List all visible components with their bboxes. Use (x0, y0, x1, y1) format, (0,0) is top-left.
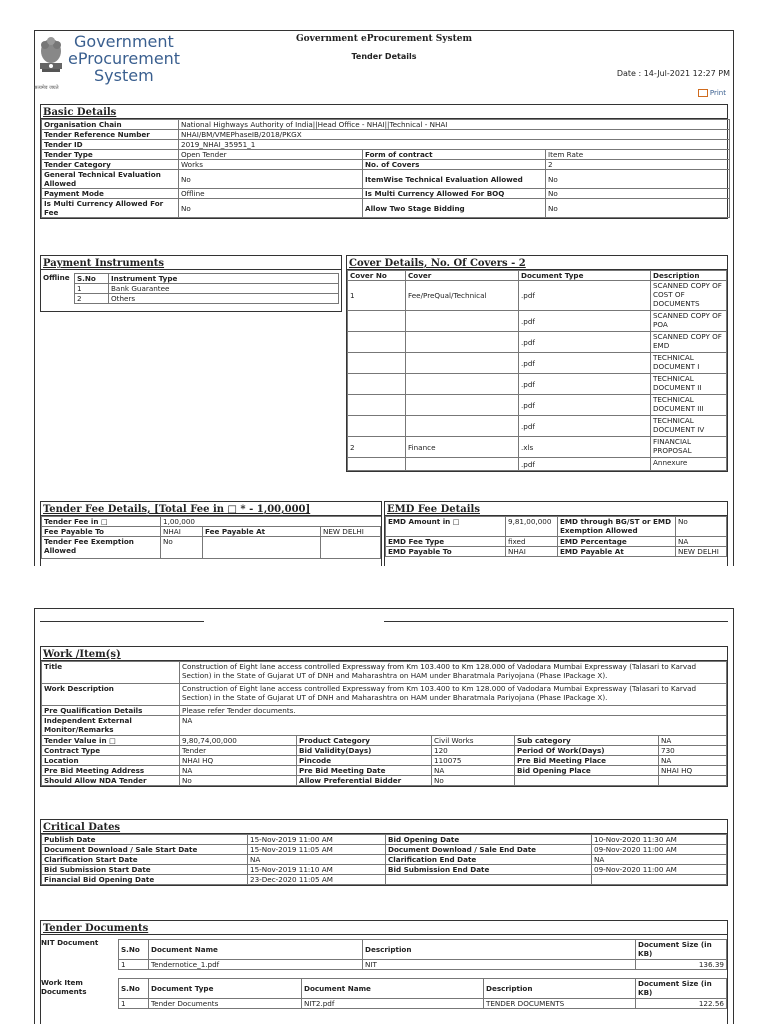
table-cell (406, 395, 519, 416)
table-header-row (75, 274, 339, 284)
section-title: Basic Details (41, 105, 727, 119)
field-label: Bid Submission End Date (386, 865, 592, 875)
section-title: Payment Instruments (41, 256, 341, 270)
table-cell: TECHNICAL DOCUMENT II (651, 374, 727, 395)
document-link[interactable]: Tendernotice_1.pdf (149, 960, 363, 970)
table-cell (406, 332, 519, 353)
table-cell: 1 (348, 281, 406, 311)
field-value: NA (248, 855, 386, 865)
section-title: Work /Item(s) (41, 647, 727, 661)
table-header-row (119, 979, 727, 999)
table-cell: 2 (75, 294, 109, 304)
table-cell: 2 (348, 437, 406, 458)
field-label: Pre Bid Meeting Place (515, 756, 659, 766)
field-label: Tender Category (42, 160, 179, 170)
table-row (386, 517, 727, 537)
work-item-table-wrap (118, 978, 727, 1009)
work-items-section (40, 646, 728, 787)
column-header: Document Type (149, 979, 302, 999)
table-cell: .pdf (519, 281, 651, 311)
column-header: Cover No (348, 271, 406, 281)
field-label: Tender Reference Number (42, 130, 179, 140)
field-value: National Highways Authority of India||Head Office - NHAI||Technical - NHAI (179, 120, 730, 130)
field-value: NHAI/BM/VMEPhaseIB/2018/PKGX (179, 130, 730, 140)
table-cell: TECHNICAL DOCUMENT I (651, 353, 727, 374)
field-label: Allow Two Stage Bidding (363, 199, 546, 218)
column-header: Description (484, 979, 636, 999)
field-value: Open Tender (179, 150, 363, 160)
field-value: Offline (179, 189, 363, 199)
section-edge (384, 608, 728, 622)
table-cell (348, 458, 406, 471)
field-value: 09-Nov-2020 11:00 AM (592, 865, 727, 875)
field-label: Tender Fee Exemption Allowed (42, 537, 161, 559)
column-header: S.No (119, 979, 149, 999)
table-cell: TECHNICAL DOCUMENT III (651, 395, 727, 416)
emd-fee-table (385, 516, 727, 557)
field-label: Clarification Start Date (42, 855, 248, 865)
field-label: Document Download / Sale Start Date (42, 845, 248, 855)
table-row (386, 537, 727, 547)
field-label: Pre Bid Meeting Address (42, 766, 180, 776)
table-row (348, 281, 727, 311)
table-row (75, 294, 339, 304)
table-row (42, 684, 727, 706)
field-label: Contract Type (42, 746, 180, 756)
column-header: Document Name (149, 940, 363, 960)
table-header-row (119, 940, 727, 960)
table-cell: Annexure (651, 458, 727, 471)
nit-document-table (118, 939, 727, 970)
field-value: No (179, 199, 363, 218)
table-header-row (348, 271, 727, 281)
field-value: NHAI (161, 527, 203, 537)
field-value: 09-Nov-2020 11:00 AM (592, 845, 727, 855)
table-cell: .pdf (519, 374, 651, 395)
table-row (42, 706, 727, 716)
field-value: NHAI HQ (180, 756, 297, 766)
table-cell: .pdf (519, 353, 651, 374)
field-label: Bid Submission Start Date (42, 865, 248, 875)
page-header (34, 30, 734, 102)
field-value: No (180, 776, 297, 786)
table-cell: SCANNED COPY OF COST OF DOCUMENTS (651, 281, 727, 311)
column-header: Document Type (519, 271, 651, 281)
critical-dates-section (40, 819, 728, 886)
field-label: Pre Qualification Details (42, 706, 180, 716)
empty-cell (659, 776, 727, 786)
field-value: Civil Works (432, 736, 515, 746)
field-value: No (546, 199, 730, 218)
tender-fee-table (41, 516, 381, 559)
field-value: NA (180, 766, 297, 776)
table-cell: Tender Documents (149, 999, 302, 1009)
field-value: NA (180, 716, 727, 736)
basic-details-table (41, 119, 730, 218)
page-two (0, 608, 768, 1024)
table-cell: 1 (119, 960, 149, 970)
field-label: Is Multi Currency Allowed For Fee (42, 199, 179, 218)
column-header: Cover (406, 271, 519, 281)
field-value: NA (676, 537, 727, 547)
table-row (119, 999, 727, 1009)
table-row (42, 855, 727, 865)
table-row (42, 527, 381, 537)
table-cell: .pdf (519, 332, 651, 353)
column-header: S.No (119, 940, 149, 960)
table-row (42, 776, 727, 786)
field-label: Clarification End Date (386, 855, 592, 865)
section-title: Critical Dates (41, 820, 727, 834)
field-value: NA (432, 766, 515, 776)
table-cell: .xls (519, 437, 651, 458)
table-cell: Bank Guarantee (109, 284, 339, 294)
cover-details-section (346, 255, 728, 472)
column-header: Document Name (302, 979, 484, 999)
table-row (42, 537, 381, 559)
basic-details-section (40, 104, 728, 219)
field-value: No (546, 189, 730, 199)
table-row (348, 437, 727, 458)
field-value: No (161, 537, 203, 559)
table-row (42, 189, 730, 199)
field-label: Bid Opening Date (386, 835, 592, 845)
field-label: Independent External Monitor/Remarks (42, 716, 180, 736)
field-label: Sub category (515, 736, 659, 746)
field-label: EMD Payable At (558, 547, 676, 557)
table-cell: Others (109, 294, 339, 304)
field-value: Construction of Eight lane access controlled Expressway from Km 103.400 to Km 128.000 of Vadodara Mumbai Expressway (Talasari to Karvad Section) in the State of Gujarat UT of DNH and Maharashtra on HAM under Bharatmala Pariyojana (Phase IPackage X). (180, 684, 727, 706)
field-value: 2 (546, 160, 730, 170)
table-cell: 1 (119, 999, 149, 1009)
field-value: NA (592, 855, 727, 865)
table-cell (406, 374, 519, 395)
field-value: 9,80,74,00,000 (180, 736, 297, 746)
field-value: Tender (180, 746, 297, 756)
field-label: Organisation Chain (42, 120, 179, 130)
nit-document-label: NIT Document (41, 938, 99, 947)
table-row (348, 374, 727, 395)
table-row (42, 120, 730, 130)
table-cell (348, 332, 406, 353)
table-row (386, 547, 727, 557)
table-row (348, 332, 727, 353)
table-row (348, 416, 727, 437)
payment-mode-label: Offline (43, 273, 70, 282)
table-row (42, 845, 727, 855)
field-label: Bid Validity(Days) (297, 746, 432, 756)
field-label: Financial Bid Opening Date (42, 875, 248, 885)
table-cell: SCANNED COPY OF POA (651, 311, 727, 332)
print-link[interactable] (698, 89, 726, 97)
field-label: Tender Fee in □ (42, 517, 161, 527)
field-value: Please refer Tender documents. (180, 706, 727, 716)
field-value: 15-Nov-2019 11:00 AM (248, 835, 386, 845)
field-value: No (546, 170, 730, 189)
table-row (348, 353, 727, 374)
field-label: Work Description (42, 684, 180, 706)
work-items-table (41, 661, 727, 786)
report-date: Date : 14-Jul-2021 12:27 PM (616, 69, 730, 78)
column-header: Description (363, 940, 636, 960)
logo-line-2: eProcurement (68, 49, 181, 68)
emd-fee-section (384, 501, 728, 566)
table-cell: .pdf (519, 458, 651, 471)
field-value: Works (179, 160, 363, 170)
column-header: Document Size (in KB) (636, 979, 727, 999)
table-row (42, 736, 727, 746)
logo-tagline: सत्यमेव जयते (34, 85, 59, 91)
field-value: 15-Nov-2019 11:10 AM (248, 865, 386, 875)
field-label: Fee Payable To (42, 527, 161, 537)
field-label: Tender Type (42, 150, 179, 160)
field-value (592, 875, 727, 885)
table-cell (348, 395, 406, 416)
nit-table-wrap (118, 939, 727, 970)
field-value: 15-Nov-2019 11:05 AM (248, 845, 386, 855)
field-value: Construction of Eight lane access controlled Expressway from Km 103.400 to Km 128.000 of Vadodara Mumbai Expressway (Talasari to Karvad Section) in the State of Gujarat UT of DNH and Maharashtra on HAM under Bharatmala Pariyojana (Phase IPackage X). (180, 662, 727, 684)
field-label: EMD Percentage (558, 537, 676, 547)
table-cell: FINANCIAL PROPOSAL (651, 437, 727, 458)
field-label: Location (42, 756, 180, 766)
field-label: Pincode (297, 756, 432, 766)
table-cell: .pdf (519, 416, 651, 437)
instrument-table-wrap (74, 273, 339, 304)
section-edge (40, 608, 204, 622)
system-title: Government eProcurement System (295, 34, 473, 44)
page-break (0, 566, 768, 608)
print-label: Print (709, 89, 726, 97)
table-row (42, 865, 727, 875)
field-value: 1,00,000 (161, 517, 381, 527)
field-label: Fee Payable At (203, 527, 321, 537)
page-subtitle: Tender Details (351, 52, 417, 61)
table-cell: 136.39 (636, 960, 727, 970)
field-label: ItemWise Technical Evaluation Allowed (363, 170, 546, 189)
field-label (386, 875, 592, 885)
section-title: Tender Fee Details, [Total Fee in □ * - 1,00,000] (41, 502, 381, 516)
tender-fee-section (40, 501, 382, 566)
table-row (42, 150, 730, 160)
field-value: 110075 (432, 756, 515, 766)
field-value: NHAI HQ (659, 766, 727, 776)
field-value: fixed (506, 537, 558, 547)
field-value: NEW DELHI (321, 527, 381, 537)
field-label: Product Category (297, 736, 432, 746)
column-header: Instrument Type (109, 274, 339, 284)
column-header: S.No (75, 274, 109, 284)
logo-line-3: System (94, 66, 154, 85)
table-row (42, 716, 727, 736)
field-label: EMD through BG/ST or EMD Exemption Allowed (558, 517, 676, 537)
table-cell: Fee/PreQual/Technical (406, 281, 519, 311)
section-title: Cover Details, No. Of Covers - 2 (347, 256, 727, 270)
table-cell: .pdf (519, 311, 651, 332)
table-row (348, 458, 727, 471)
critical-dates-table (41, 834, 727, 885)
field-label: General Technical Evaluation Allowed (42, 170, 179, 189)
field-label: Allow Preferential Bidder (297, 776, 432, 786)
work-item-documents-label: Work Item Documents (41, 978, 87, 996)
field-value: NHAI (506, 547, 558, 557)
section-title: Tender Documents (41, 921, 727, 935)
table-cell (406, 311, 519, 332)
table-row (348, 311, 727, 332)
field-value: No (432, 776, 515, 786)
table-cell (348, 311, 406, 332)
logo-line-1: Government (74, 32, 174, 51)
field-value: 10-Nov-2020 11:30 AM (592, 835, 727, 845)
field-label: EMD Fee Type (386, 537, 506, 547)
table-cell: TECHNICAL DOCUMENT IV (651, 416, 727, 437)
table-row (119, 960, 727, 970)
field-label: Bid Opening Place (515, 766, 659, 776)
table-row (42, 875, 727, 885)
document-link[interactable]: NIT2.pdf (302, 999, 484, 1009)
table-cell: 122.56 (636, 999, 727, 1009)
table-cell: SCANNED COPY OF EMD (651, 332, 727, 353)
table-row (42, 835, 727, 845)
table-cell (348, 374, 406, 395)
field-value: Item Rate (546, 150, 730, 160)
printer-icon (698, 89, 708, 97)
field-label: Is Multi Currency Allowed For BOQ (363, 189, 546, 199)
table-cell: .pdf (519, 395, 651, 416)
table-row (42, 160, 730, 170)
table-row (42, 746, 727, 756)
table-cell: TENDER DOCUMENTS (484, 999, 636, 1009)
payment-instruments-section (40, 255, 342, 312)
column-header: Document Size (in KB) (636, 940, 727, 960)
table-cell (348, 353, 406, 374)
table-row (42, 517, 381, 527)
column-header: Description (651, 271, 727, 281)
field-label: Document Download / Sale End Date (386, 845, 592, 855)
field-label: Should Allow NDA Tender (42, 776, 180, 786)
field-value: NA (659, 756, 727, 766)
field-label: Payment Mode (42, 189, 179, 199)
field-value: NA (659, 736, 727, 746)
field-label: Period Of Work(Days) (515, 746, 659, 756)
empty-cell (203, 537, 321, 559)
table-cell (406, 458, 519, 471)
table-row (42, 766, 727, 776)
work-item-documents-table (118, 978, 727, 1009)
table-row (42, 199, 730, 218)
table-cell: Finance (406, 437, 519, 458)
table-cell (406, 416, 519, 437)
cover-details-table (347, 270, 727, 471)
table-row (75, 284, 339, 294)
table-row (348, 395, 727, 416)
section-title: EMD Fee Details (385, 502, 727, 516)
table-row (42, 756, 727, 766)
table-row (42, 130, 730, 140)
tender-documents-section (40, 920, 728, 1024)
empty-cell (321, 537, 381, 559)
field-value: 2019_NHAI_35951_1 (179, 140, 730, 150)
table-row (42, 170, 730, 189)
field-value: No (676, 517, 727, 537)
field-value: NEW DELHI (676, 547, 727, 557)
field-label: Pre Bid Meeting Date (297, 766, 432, 776)
table-cell: 1 (75, 284, 109, 294)
field-label: EMD Amount in □ (386, 517, 506, 537)
table-row (42, 662, 727, 684)
field-value: 9,81,00,000 (506, 517, 558, 537)
field-value: 730 (659, 746, 727, 756)
table-cell: NIT (363, 960, 636, 970)
table-row (42, 140, 730, 150)
field-value: 120 (432, 746, 515, 756)
field-label: Tender Value in □ (42, 736, 180, 746)
table-cell (406, 353, 519, 374)
field-label: No. of Covers (363, 160, 546, 170)
field-label: Form of contract (363, 150, 546, 160)
field-label: Tender ID (42, 140, 179, 150)
field-label: EMD Payable To (386, 547, 506, 557)
instrument-table (74, 273, 339, 304)
field-value: 23-Dec-2020 11:05 AM (248, 875, 386, 885)
field-label: Title (42, 662, 180, 684)
field-label: Publish Date (42, 835, 248, 845)
empty-cell (515, 776, 659, 786)
field-value: No (179, 170, 363, 189)
table-cell (348, 416, 406, 437)
